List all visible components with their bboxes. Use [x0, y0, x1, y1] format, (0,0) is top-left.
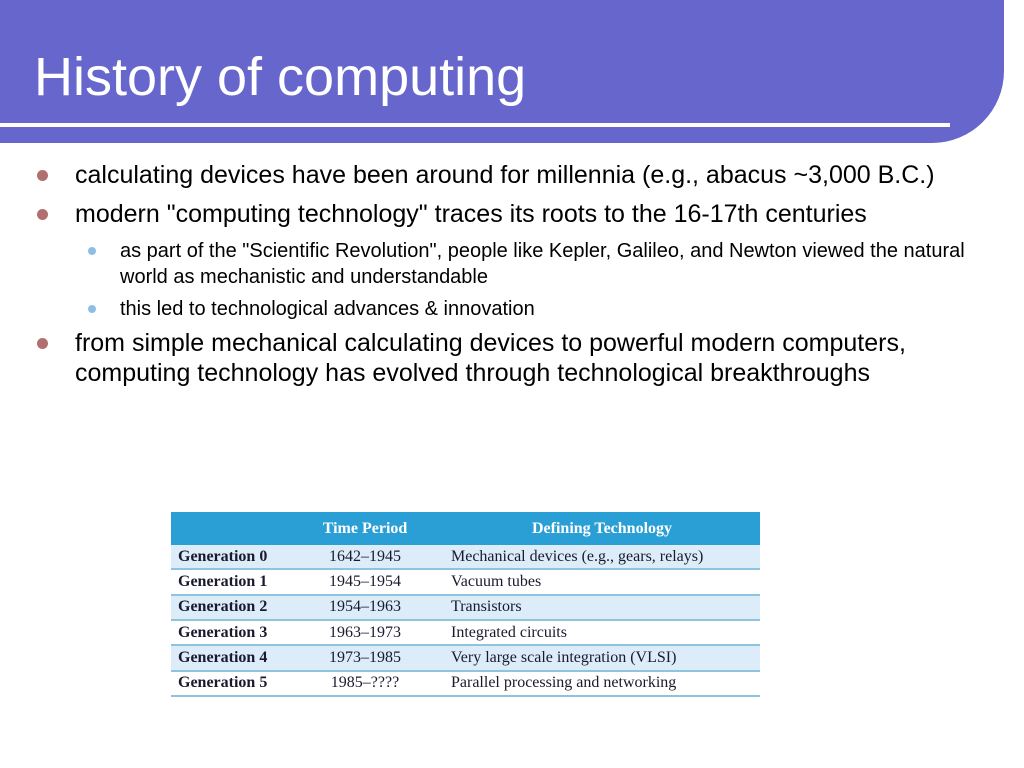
title-underline	[0, 123, 950, 127]
time-period-cell: 1954–1963	[286, 595, 444, 620]
technology-cell: Transistors	[444, 595, 760, 620]
computer-generations-table	[171, 512, 760, 697]
table-header-cell: Time Period	[286, 512, 444, 545]
generation-cell: Generation 3	[171, 620, 286, 645]
generation-cell: Generation 2	[171, 595, 286, 620]
sub-bullet-item: as part of the "Scientific Revolution", people like Kepler, Galileo, and Newton viewed the natural world as mechanistic and understandable	[120, 238, 990, 290]
time-period-cell: 1945–1954	[286, 569, 444, 594]
table-header-cell: Defining Technology	[444, 512, 760, 545]
technology-cell: Parallel processing and networking	[444, 671, 760, 696]
generation-cell: Generation 5	[171, 671, 286, 696]
bullet-item: from simple mechanical calculating devices to powerful modern computers, computing technology has evolved through technological breakthroughs	[75, 328, 980, 388]
time-period-cell: 1642–1945	[286, 545, 444, 569]
generation-cell: Generation 1	[171, 569, 286, 594]
table-row	[171, 671, 760, 696]
time-period-cell: 1985–????	[286, 671, 444, 696]
bullet-item: calculating devices have been around for millennia (e.g., abacus ~3,000 B.C.)	[75, 160, 980, 190]
generation-cell: Generation 4	[171, 645, 286, 670]
table-row	[171, 645, 760, 670]
technology-cell: Vacuum tubes	[444, 569, 760, 594]
generation-cell: Generation 0	[171, 545, 286, 569]
time-period-cell: 1963–1973	[286, 620, 444, 645]
time-period-cell: 1973–1985	[286, 645, 444, 670]
technology-cell: Mechanical devices (e.g., gears, relays)	[444, 545, 760, 569]
slide-title: History of computing	[34, 47, 527, 107]
technology-cell: Very large scale integration (VLSI)	[444, 645, 760, 670]
bullet-item: modern "computing technology" traces its roots to the 16-17th centuries	[75, 199, 980, 229]
table-row	[171, 569, 760, 594]
table-row	[171, 595, 760, 620]
table-header-cell	[171, 512, 286, 545]
table-row	[171, 620, 760, 645]
technology-cell: Integrated circuits	[444, 620, 760, 645]
table-row	[171, 545, 760, 569]
bullet-list	[0, 160, 1000, 397]
sub-bullet-item: this led to technological advances & innovation	[120, 296, 990, 322]
table-header-row	[171, 512, 760, 545]
